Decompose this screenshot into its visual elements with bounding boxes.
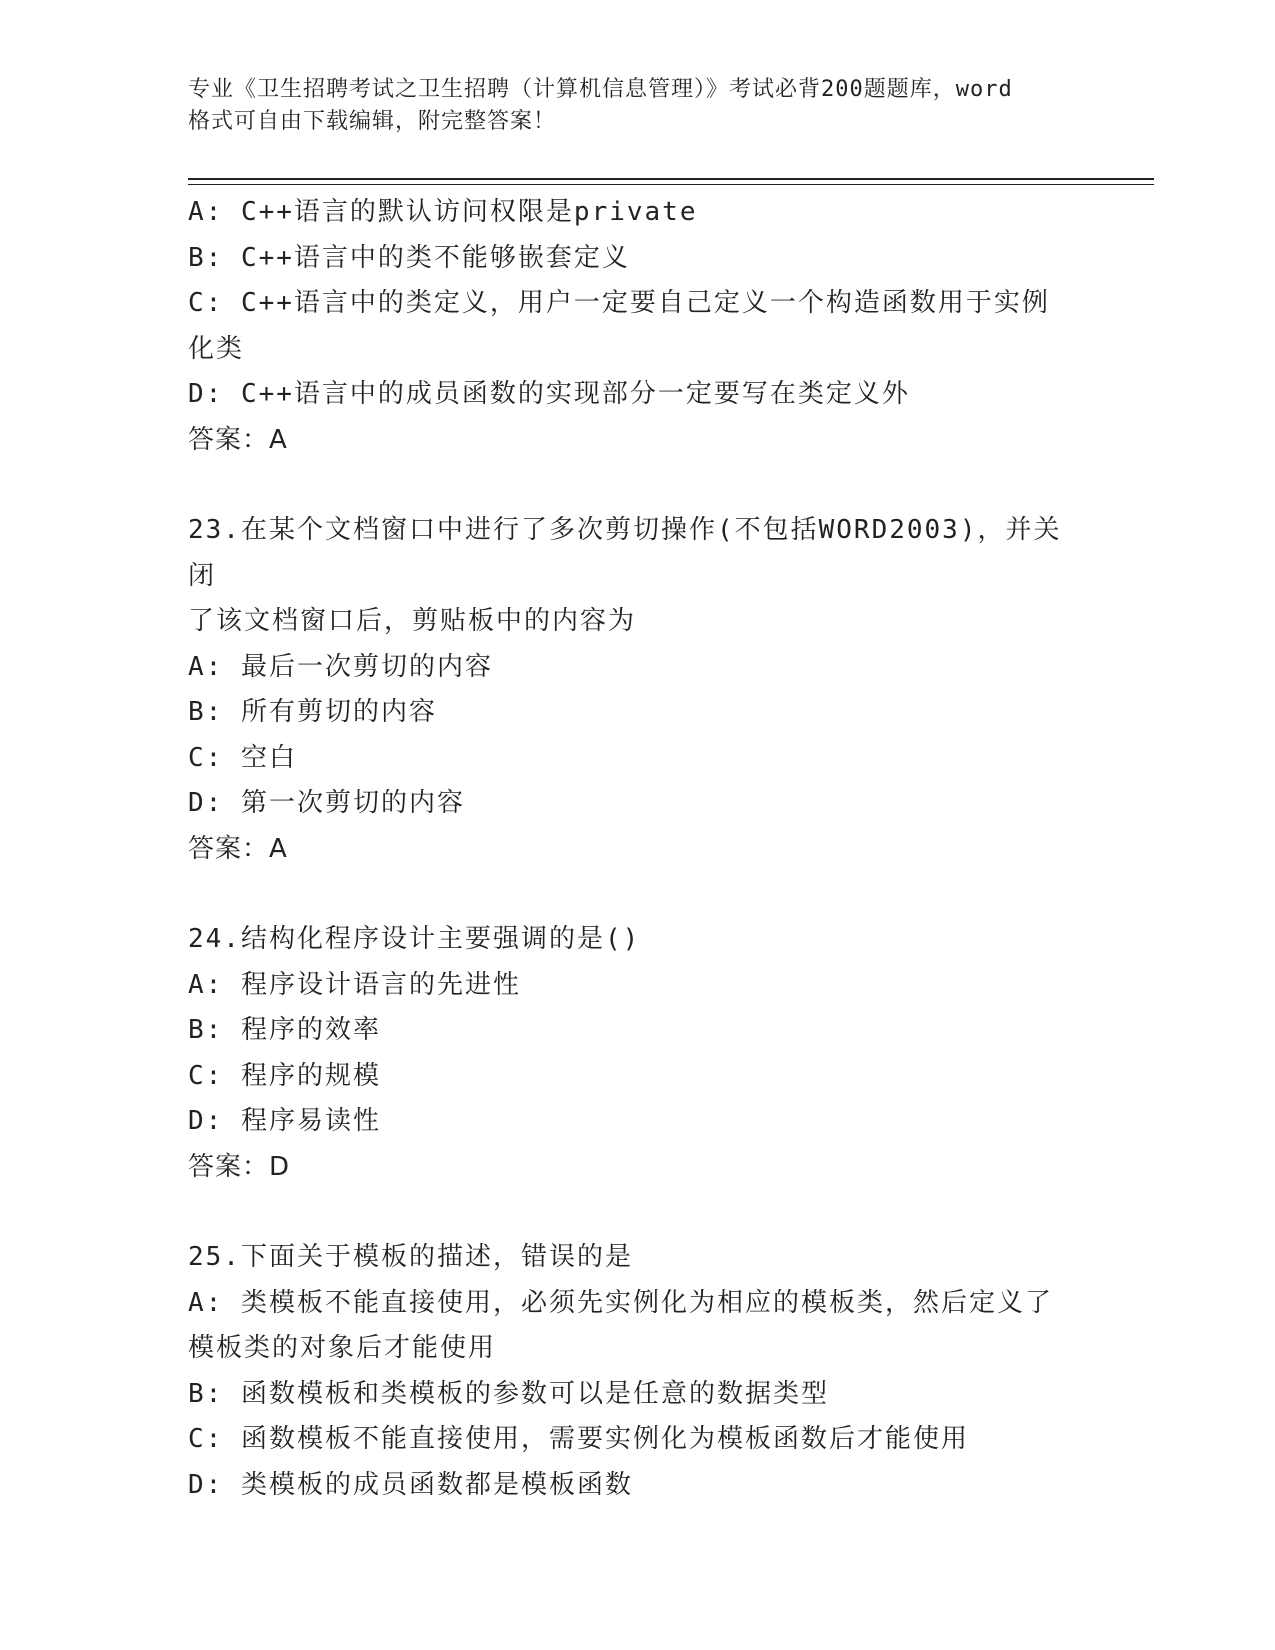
option-c: C: 程序的规模 [188,1060,381,1091]
option-b: B: 程序的效率 [188,1015,381,1045]
option-b: B: 所有剪切的内容 [188,697,437,727]
option-a: A: 类模板不能直接使用，必须先实例化为相应的模板类，然后定义了 [188,1287,1053,1318]
spacer [188,463,1088,508]
option-d: D: 第一次剪切的内容 [188,788,465,818]
option-a: A: C++语言的默认访问权限是private [188,197,698,227]
answer: 答案：D [188,1151,291,1182]
option-b: B: C++语言中的类不能够嵌套定义 [188,242,630,273]
question-25 [188,1235,1088,1508]
answer: 答案：A [188,424,288,455]
question-stem: 25.下面关于模板的描述，错误的是 [188,1242,633,1272]
question-24 [188,917,1088,1190]
option-b: B: 函数模板和类模板的参数可以是任意的数据类型 [188,1378,829,1409]
question-stem: 23.在某个文档窗口中进行了多次剪切操作(不包括WORD2003)，并关闭 [188,515,1062,591]
option-d: D: C++语言中的成员函数的实现部分一定要写在类定义外 [188,379,910,409]
header-divider-thin [188,184,1154,185]
question-22 [188,190,1088,463]
option-c: C: 空白 [188,742,297,773]
option-c: C: C++语言中的类定义，用户一定要自己定义一个构造函数用于实例 [188,288,1050,318]
header-line-2: 格式可自由下载编辑，附完整答案！ [188,109,557,134]
question-stem-continued: 了该文档窗口后，剪贴板中的内容为 [188,606,637,636]
option-d: D: 类模板的成员函数都是模板函数 [188,1469,633,1500]
question-list [188,190,1088,1508]
spacer [188,872,1088,917]
option-c: C: 函数模板不能直接使用，需要实例化为模板函数后才能使用 [188,1424,969,1454]
question-23 [188,508,1088,872]
option-a: A: 程序设计语言的先进性 [188,969,521,1000]
option-c-continued: 化类 [188,333,245,364]
header-line-1: 专业《卫生招聘考试之卫生招聘（计算机信息管理）》考试必背200题题库，word [188,77,1013,102]
answer: 答案：A [188,833,288,864]
spacer [188,1190,1088,1235]
question-stem: 24.结构化程序设计主要强调的是() [188,924,641,954]
document-header [188,74,1088,138]
header-divider-thick [188,178,1154,180]
option-d: D: 程序易读性 [188,1106,381,1136]
option-a-continued: 模板类的对象后才能使用 [188,1333,497,1363]
option-a: A: 最后一次剪切的内容 [188,651,493,682]
